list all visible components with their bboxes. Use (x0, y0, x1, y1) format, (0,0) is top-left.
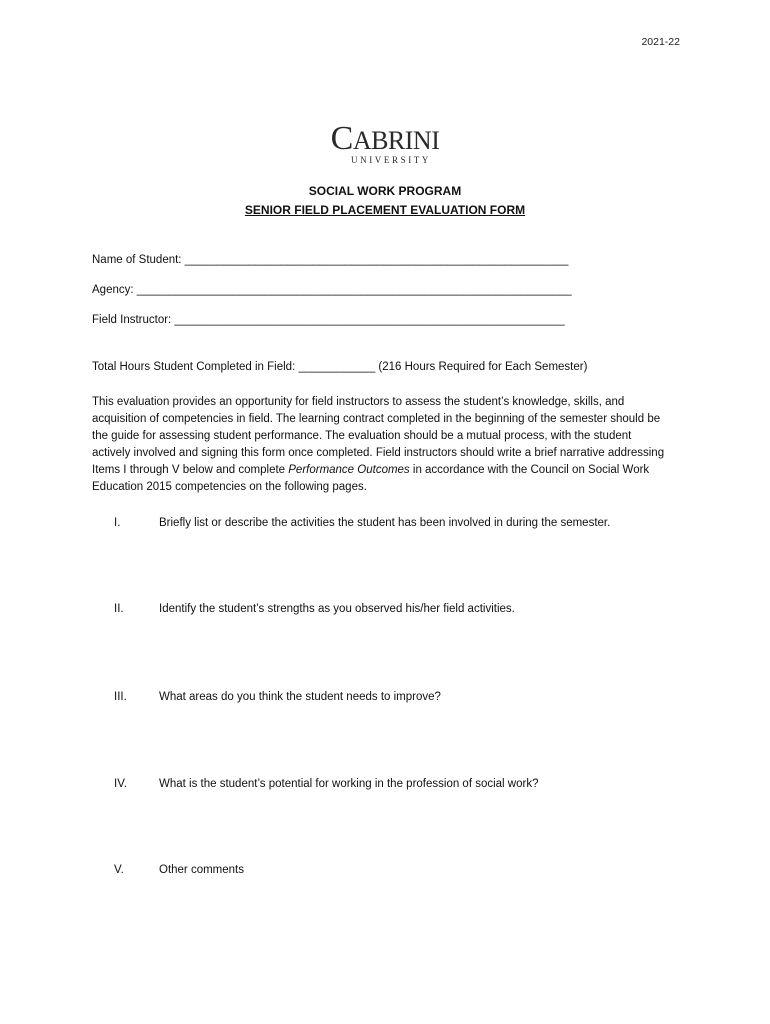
total-hours-field[interactable]: Total Hours Student Completed in Field: ____________ (216 Hours Required for Each Semester) (92, 361, 588, 373)
item-5 (114, 864, 244, 876)
item-text: Identify the student’s strengths as you observed his/her field activities. (159, 603, 515, 615)
field-instructor-field[interactable]: Field Instructor: _____________________________________________________________ (92, 314, 565, 326)
item-number: IV. (114, 778, 128, 790)
form-name-title: SENIOR FIELD PLACEMENT EVALUATION FORM (244, 203, 526, 217)
item-2 (114, 603, 515, 615)
item-number: II. (114, 603, 124, 615)
item-1 (114, 517, 610, 529)
item-number: III. (114, 691, 127, 703)
year-label: 2021-22 (641, 36, 680, 48)
logo-wordmark: CABRINI (330, 120, 440, 157)
item-number: I. (114, 517, 121, 529)
item-4 (114, 778, 538, 790)
item-text: What is the student’s potential for working in the profession of social work? (159, 778, 539, 790)
intro-paragraph (92, 394, 672, 496)
item-number: V. (114, 864, 124, 876)
item-text: What areas do you think the student needs to improve? (159, 691, 441, 703)
student-name-field[interactable]: Name of Student: ____________________________________________________________ (92, 254, 569, 266)
logo-subtitle: UNIVERSITY (351, 155, 431, 165)
cabrini-logo (0, 122, 770, 165)
program-title: SOCIAL WORK PROGRAM (308, 184, 462, 198)
item-text: Other comments (159, 864, 244, 876)
item-3 (114, 691, 441, 703)
intro-emphasis: Performance Outcomes (288, 464, 410, 476)
form-title (0, 182, 770, 220)
agency-field[interactable]: Agency: ____________________________________________________________________ (92, 284, 572, 296)
item-text: Briefly list or describe the activities the student has been involved in during the semester. (159, 517, 611, 529)
intro-tail: in accordance with the Council on Social Work Education 2015 competencies on the following pages. (92, 464, 650, 493)
intro-text: This evaluation provides an opportunity for field instructors to assess the student’s knowledge, skills, and acquisition of competencies in field. The learning contract completed in the beginning of the semester should be the guide for assessing student performance. The evaluation should be a mutual process, with the student actively involved and signing this form once completed. Field instructors should write a brief narrative addressing Items I through V below and complete (92, 396, 665, 476)
